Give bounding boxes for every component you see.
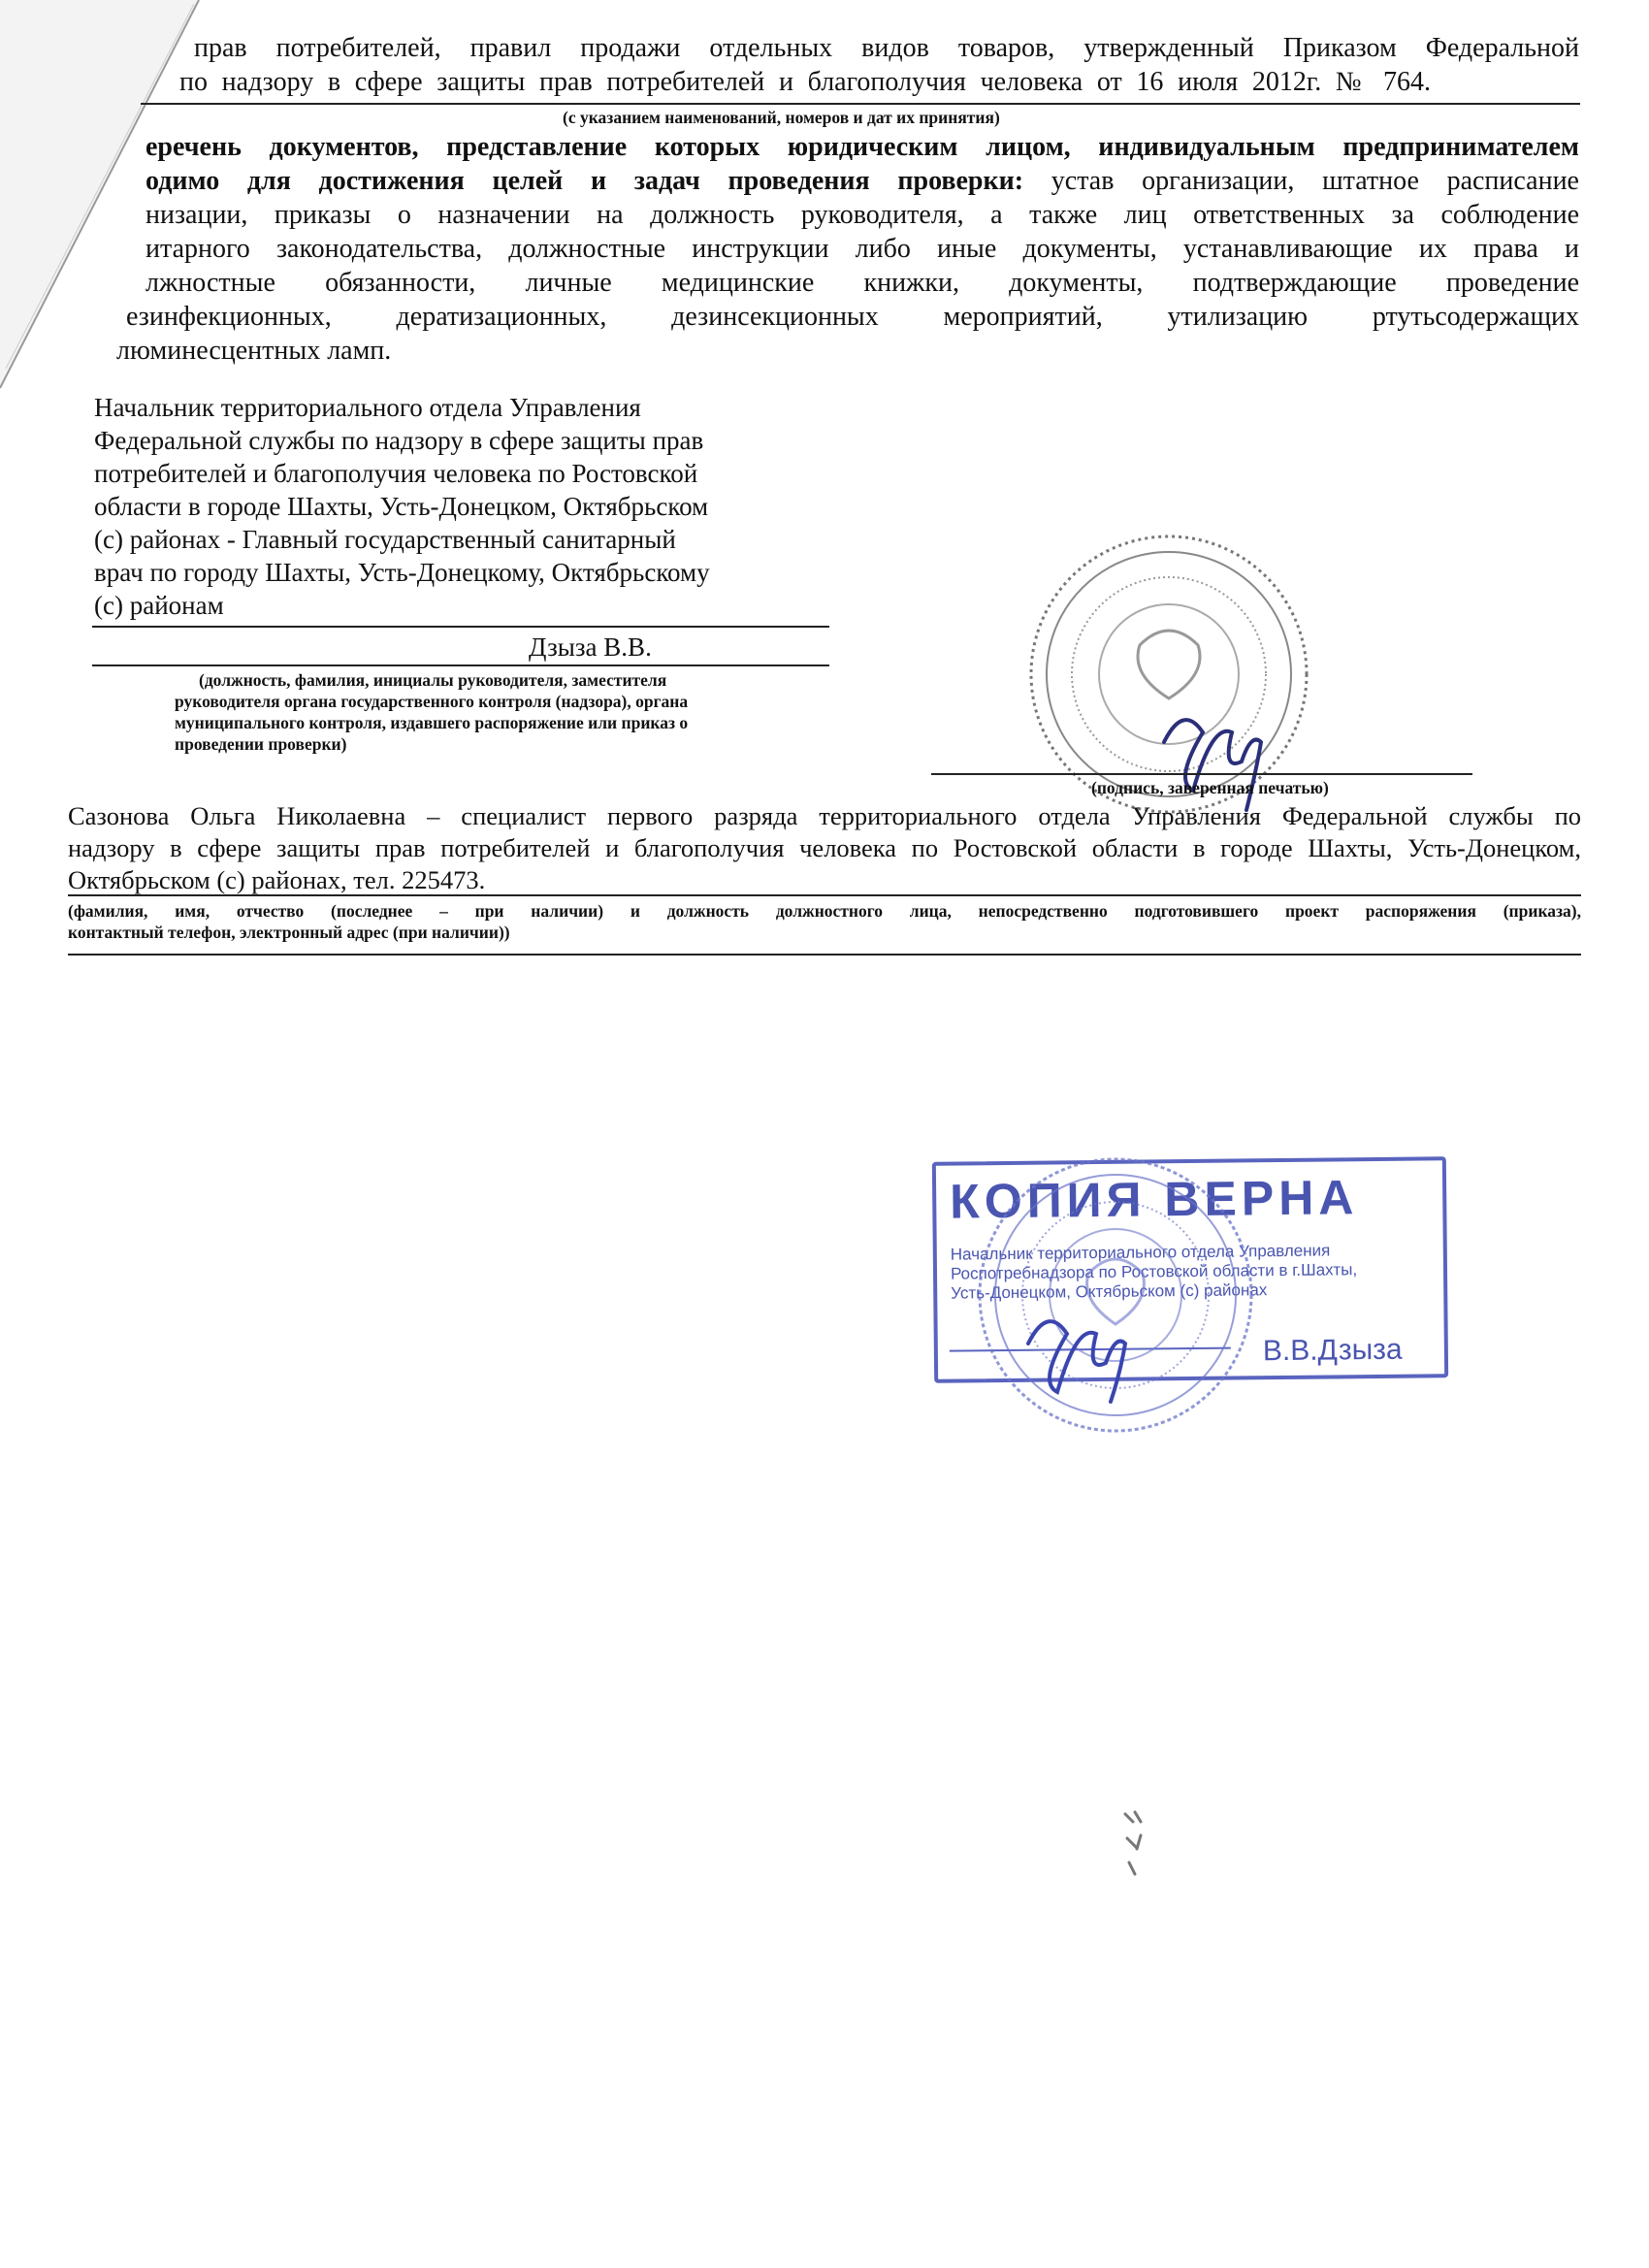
signatory-line-3: потребителей и благополучия человека по Ростовской <box>94 459 698 488</box>
signatory-line-7: (с) районам <box>94 591 224 620</box>
signatory-name: Дзыза В.В. <box>529 632 652 662</box>
copy-stamp-headline: КОПИЯ ВЕРНА <box>949 1170 1359 1229</box>
list-line-5: лжностные обязанности, личные медицинские книжки, документы, подтверждающие проведение <box>146 268 1579 298</box>
list-line-3: низации, приказы о назначении на должность руководителя, а также лиц ответственных за соблюдение <box>146 200 1579 230</box>
top-caption: (с указанием наименований, номеров и дат их принятия) <box>563 108 1000 127</box>
preparer-line-1: Сазонова Ольга Николаевна – специалист первого разряда территориального отдела Управления Федеральной службы по <box>68 801 1581 830</box>
signature-caption: (подпись, заверенная печатью) <box>1091 778 1329 797</box>
signatory-caption-1: (должность, фамилия, инициалы руководителя, заместителя <box>199 670 667 690</box>
signature-icon <box>1135 684 1271 820</box>
signatory-line-2: Федеральной службы по надзору в сфере защиты прав <box>94 426 704 455</box>
signatory-caption-3: муниципального контроля, издавшего распоряжение или приказ о <box>175 713 689 732</box>
signatory-rule-1 <box>92 626 829 628</box>
signatory-caption <box>175 669 854 755</box>
preparer-caption-2: контактный телефон, электронный адрес (при наличии)) <box>68 923 510 942</box>
preparer-rule-1 <box>68 894 1581 896</box>
preparer-block <box>68 800 1581 896</box>
preparer-caption <box>68 900 1581 943</box>
signatory-line-6: врач по городу Шахты, Усть-Донецкому, Октябрьскому <box>94 558 710 587</box>
copy-stamp-line-2: Роспотребнадзора по Ростовской области в г.Шахты, <box>950 1260 1358 1283</box>
signatory-line-1: Начальник территориального отдела Управления <box>94 393 641 422</box>
list-line-4: итарного законодательства, должностные инструкции либо иные документы, устанавливающие их права и <box>146 234 1579 264</box>
preparer-rule-2 <box>68 954 1581 956</box>
signatory-line-5: (с) районах - Главный государственный санитарный <box>94 525 676 554</box>
list-line-2-bold: одимо для достижения целей и задач проведения проверки: <box>146 166 1024 196</box>
list-line-2-rest: устав организации, штатное расписание <box>1023 166 1579 196</box>
copy-stamp-line-1: Начальник территориального отдела Управления <box>950 1241 1331 1264</box>
copy-stamp-name: В.В.Дзыза <box>1262 1333 1403 1368</box>
top-line-2: по надзору в сфере защиты прав потребителей и благополучия человека от 16 июля 2012г. № 764. <box>179 67 1431 97</box>
top-rule <box>141 103 1580 105</box>
preparer-line-2: надзору в сфере защиты прав потребителей и благополучия человека по Ростовской области в городе Шахты, Усть-Донецком, <box>68 833 1581 862</box>
copy-signature-icon <box>1004 1290 1140 1426</box>
pencil-mark-icon <box>1116 1804 1164 1882</box>
signatory-rule-2 <box>92 664 829 666</box>
signatory-line-4: области в городе Шахты, Усть-Донецком, Октябрьском <box>94 492 709 521</box>
list-line-1 <box>146 130 1579 164</box>
list-line-1-bold: еречень документов, представление которых юридическим лицом, индивидуальным предпринимателем <box>146 132 1579 162</box>
list-line-6: езинфекционных, дератизационных, дезинсекционных мероприятий, утилизацию ртутьсодержащих <box>126 302 1579 332</box>
signatory-caption-2: руководителя органа государственного контроля (надзора), органа <box>175 692 689 711</box>
top-line-1: прав потребителей, правил продажи отдельных видов товаров, утвержденный Приказом Федеральной <box>194 33 1579 63</box>
list-line-2 <box>146 164 1579 198</box>
signatory-caption-4: проведении проверки) <box>175 734 347 754</box>
preparer-line-3: Октябрьском (с) районах, тел. 225473. <box>68 865 486 894</box>
signatory-position <box>94 391 831 622</box>
copy-stamp-line-3: Усть-Донецком, Октябрьском (с) районах <box>951 1280 1268 1303</box>
preparer-caption-1: (фамилия, имя, отчество (последнее – при наличии) и должность должностного лица, непосредственно подготовившего проект распоряжения (приказа), <box>68 901 1581 921</box>
list-line-7: люминесцентных ламп. <box>116 336 392 366</box>
documents-list-paragraph <box>116 130 1579 368</box>
signature-rule <box>931 773 1472 775</box>
